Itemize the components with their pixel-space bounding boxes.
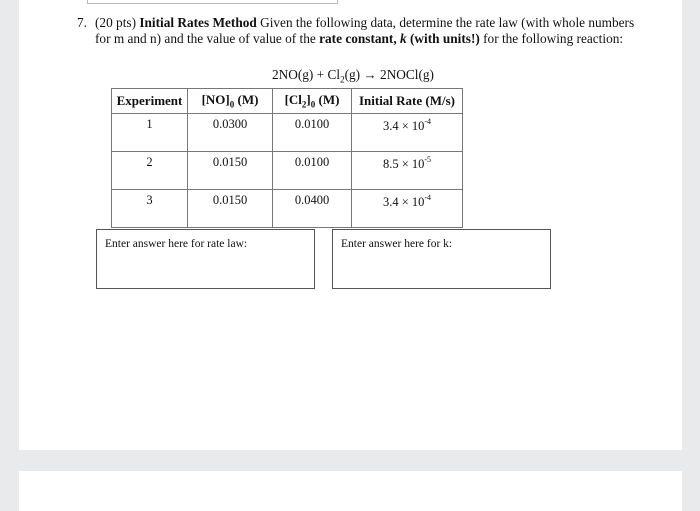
- question-text-part: Given the following data, determine the rate law (with whole numbers for m and n) and the value of value of the: [95, 15, 635, 46]
- rate-constant-label: rate constant,: [319, 31, 400, 46]
- header-no-concentration: [188, 89, 273, 114]
- cell-experiment: 2: [112, 152, 188, 190]
- rate-base: 3.4 × 10: [382, 195, 425, 209]
- units-label: (with units!): [406, 31, 480, 46]
- rate-law-answer-box[interactable]: [96, 229, 315, 289]
- equation-lhs-tail: (g): [344, 67, 364, 82]
- rate-base: 3.4 × 10: [382, 119, 425, 133]
- header-cl2-concentration: [273, 89, 352, 114]
- cell-no: 0.0150: [188, 152, 273, 190]
- question-title: Initial Rates Method: [139, 15, 257, 30]
- rate-exponent: -5: [424, 155, 432, 164]
- rate-base: 8.5 × 10: [382, 157, 425, 171]
- question-number: 7.: [77, 15, 87, 30]
- header-bracket: ]: [306, 92, 311, 108]
- equation-rhs: 2NOCl(g): [376, 67, 434, 82]
- cell-rate: [352, 190, 463, 228]
- reaction-equation: [272, 67, 434, 85]
- equation-subscript: 2: [340, 74, 345, 85]
- header-initial-rate: Initial Rate (M/s): [352, 89, 463, 114]
- header-unit: (M): [234, 92, 259, 108]
- question-text: [95, 15, 635, 47]
- cell-no: 0.0300: [188, 114, 273, 152]
- k-answer-label: Enter answer here for k:: [341, 238, 453, 250]
- header-subscript: 2: [301, 99, 307, 110]
- table-header-row: [112, 89, 463, 114]
- header-text: [Cl: [284, 92, 302, 108]
- question-points: (20 pts): [95, 15, 140, 30]
- header-subscript: 0: [310, 99, 316, 110]
- cell-experiment: 3: [112, 190, 188, 228]
- cell-no: 0.0150: [188, 190, 273, 228]
- header-unit: (M): [315, 92, 340, 108]
- previous-page-edge: [87, 0, 338, 4]
- k-symbol: k: [400, 31, 407, 46]
- header-subscript: 0: [229, 99, 235, 110]
- table-row: [112, 114, 463, 152]
- k-answer-box[interactable]: [332, 229, 551, 289]
- cell-cl2: 0.0100: [273, 152, 352, 190]
- arrow-icon: →: [363, 67, 377, 82]
- table-row: [112, 190, 463, 228]
- equation-lhs: 2NO(g) + Cl: [272, 67, 341, 82]
- cell-rate: [352, 114, 463, 152]
- rate-data-table: [111, 88, 463, 228]
- rate-exponent: -4: [424, 117, 432, 126]
- header-text: [NO]: [201, 92, 230, 108]
- header-experiment: Experiment: [112, 89, 188, 114]
- question-text-part: for the following reaction:: [479, 31, 624, 46]
- next-page: [19, 471, 682, 511]
- rate-exponent: -4: [424, 193, 432, 202]
- table-row: [112, 152, 463, 190]
- cell-cl2: 0.0400: [273, 190, 352, 228]
- cell-cl2: 0.0100: [273, 114, 352, 152]
- rate-law-answer-label: Enter answer here for rate law:: [105, 238, 248, 250]
- cell-rate: [352, 152, 463, 190]
- cell-experiment: 1: [112, 114, 188, 152]
